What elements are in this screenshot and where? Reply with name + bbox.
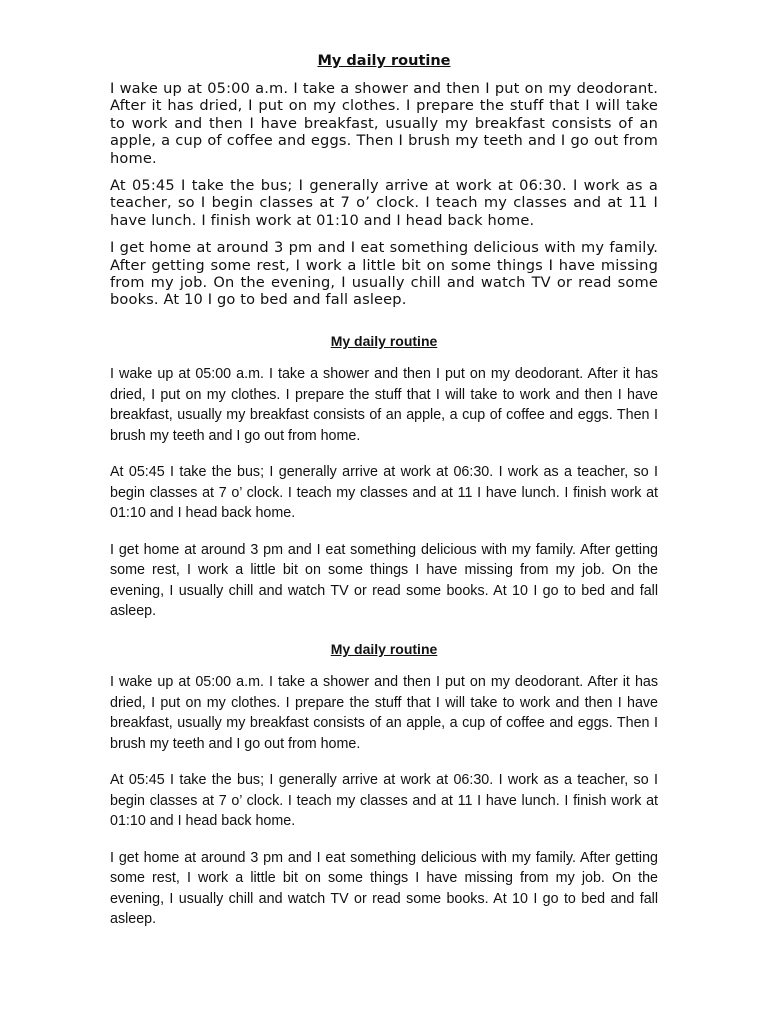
section-title: My daily routine xyxy=(317,53,451,69)
paragraph-evening: I get home at around 3 pm and I eat something delicious with my family. After getting some rest, I work a little bit on some things I have missing from my job. On the evening, I usually chill and watch TV or read some books. At 10 I go to bed and fall asleep. xyxy=(110,239,658,309)
paragraph-work: At 05:45 I take the bus; I generally arrive at work at 06:30. I work as a teacher, so I begin classes at 7 o’ clock. I teach my classes and at 11 I have lunch. I finish work at 01:10 and I head back home. xyxy=(110,772,658,829)
paragraph-evening: I get home at around 3 pm and I eat something delicious with my family. After getting some rest, I work a little bit on some things I have missing from my job. On the evening, I usually chill and watch TV or read some books. At 10 I go to bed and fall asleep. xyxy=(110,541,658,619)
paragraph-work: At 05:45 I take the bus; I generally arrive at work at 06:30. I work as a teacher, so I begin classes at 7 o’ clock. I teach my classes and at 11 I have lunch. I finish work at 01:10 and I head back home. xyxy=(110,464,658,521)
paragraph-morning: I wake up at 05:00 a.m. I take a shower and then I put on my deodorant. After it has dried, I put on my clothes. I prepare the stuff that I will take to work and then I have breakfast, usually my breakfast consists of an apple, a cup of coffee and eggs. Then I brush my teeth and I go out from home. xyxy=(110,366,658,444)
section-title: My daily routine xyxy=(330,641,438,657)
routine-section-1 xyxy=(110,51,658,319)
paragraph-morning: I wake up at 05:00 a.m. I take a shower and then I put on my deodorant. After it has dried, I put on my clothes. I prepare the stuff that I will take to work and then I have breakfast, usually my breakfast consists of an apple, a cup of coffee and eggs. Then I brush my teeth and I go out from home. xyxy=(110,80,658,167)
routine-section-2 xyxy=(110,331,658,638)
paragraph-morning: I wake up at 05:00 a.m. I take a shower and then I put on my deodorant. After it has dried, I put on my clothes. I prepare the stuff that I will take to work and then I have breakfast, usually my breakfast consists of an apple, a cup of coffee and eggs. Then I brush my teeth and I go out from home. xyxy=(110,674,658,752)
routine-section-3 xyxy=(110,639,658,946)
paragraph-evening: I get home at around 3 pm and I eat something delicious with my family. After getting some rest, I work a little bit on some things I have missing from my job. On the evening, I usually chill and watch TV or read some books. At 10 I go to bed and fall asleep. xyxy=(110,849,658,927)
paragraph-work: At 05:45 I take the bus; I generally arrive at work at 06:30. I work as a teacher, so I begin classes at 7 o’ clock. I teach my classes and at 11 I have lunch. I finish work at 01:10 and I head back home. xyxy=(110,177,658,229)
section-title: My daily routine xyxy=(330,333,438,349)
